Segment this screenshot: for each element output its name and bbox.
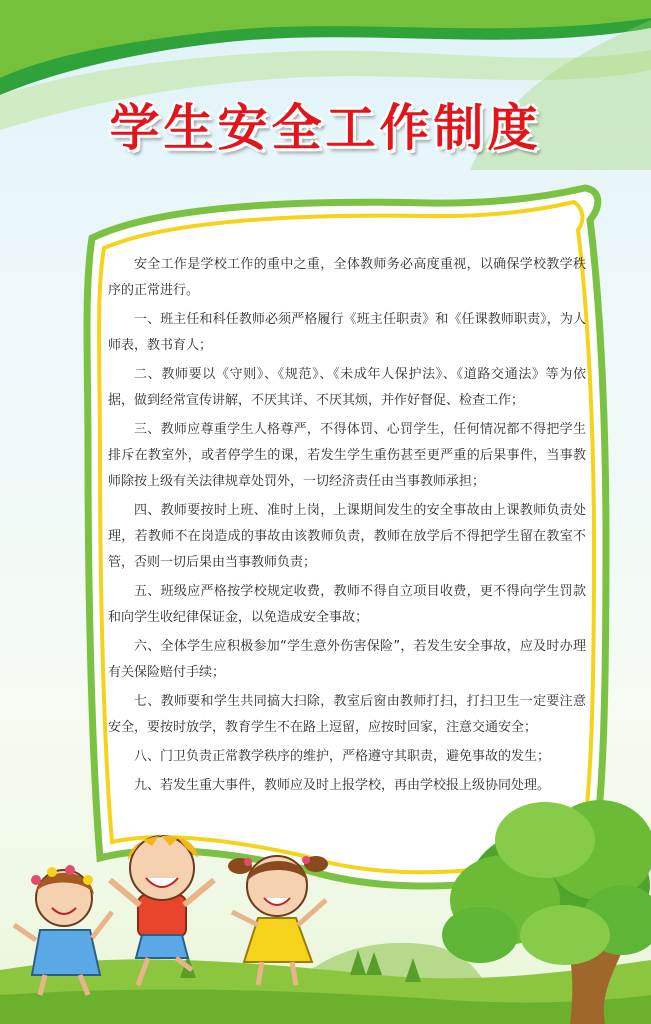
rule-item: 五、班级应严格按学校规定收费，教师不得自立项目收费，更不得向学生罚款和向学生收纪律保证金，以免造成安全事故； xyxy=(108,584,586,625)
rule-item: 四、教师要按时上班、准时上岗，上课期间发生的安全事故由上课教师负责处理，若教师不在岗造成的事故由该教师负责，教师在放学后不得把学生留在教室不管，否则一切后果由当事教师负责； xyxy=(108,503,586,570)
rule-item: 三、教师应尊重学生人格尊严，不得体罚、心罚学生，任何情况都不得把学生排斥在教室外，或者停学生的课，若发生学生重伤甚至更严重的后果事件，当事教师除按上级有关法律规章处罚外，一切经济责任由当事教师承担； xyxy=(108,422,586,489)
rule-item: 七、教师要和学生共同搞大扫除，教室后窗由教师打扫，打扫卫生一定要注意安全，要按时放学，教育学生不在路上逗留，应按时回家，注意交通安全； xyxy=(108,694,586,735)
rule-item: 二、教师要以《守则》、《规范》、《未成年人保护法》、《道路交通法》等为依据，做到经常宣传讲解，不厌其详、不厌其烦，并作好督促、检查工作； xyxy=(108,367,586,408)
rule-item: 六、全体学生应积极参加“学生意外伤害保险”，若发生安全事故，应及时办理有关保险赔付手续； xyxy=(108,639,586,680)
rule-item: 八、门卫负责正常教学秩序的维护，严格遵守其职责，避免事故的发生； xyxy=(134,749,551,764)
rules-text xyxy=(108,252,586,802)
rule-item: 九、若发生重大事件，教师应及时上报学校，再由学校报上级协同处理。 xyxy=(134,778,551,793)
rule-item: 一、班主任和科任教师必须严格履行《班主任职责》和《任课教师职责》，为人师表，教书育人； xyxy=(108,312,586,353)
intro-paragraph: 安全工作是学校工作的重中之重，全体教师务必高度重视，以确保学校教学秩序的正常进行。 xyxy=(108,257,586,298)
page-title: 学生安全工作制度 xyxy=(109,99,542,157)
